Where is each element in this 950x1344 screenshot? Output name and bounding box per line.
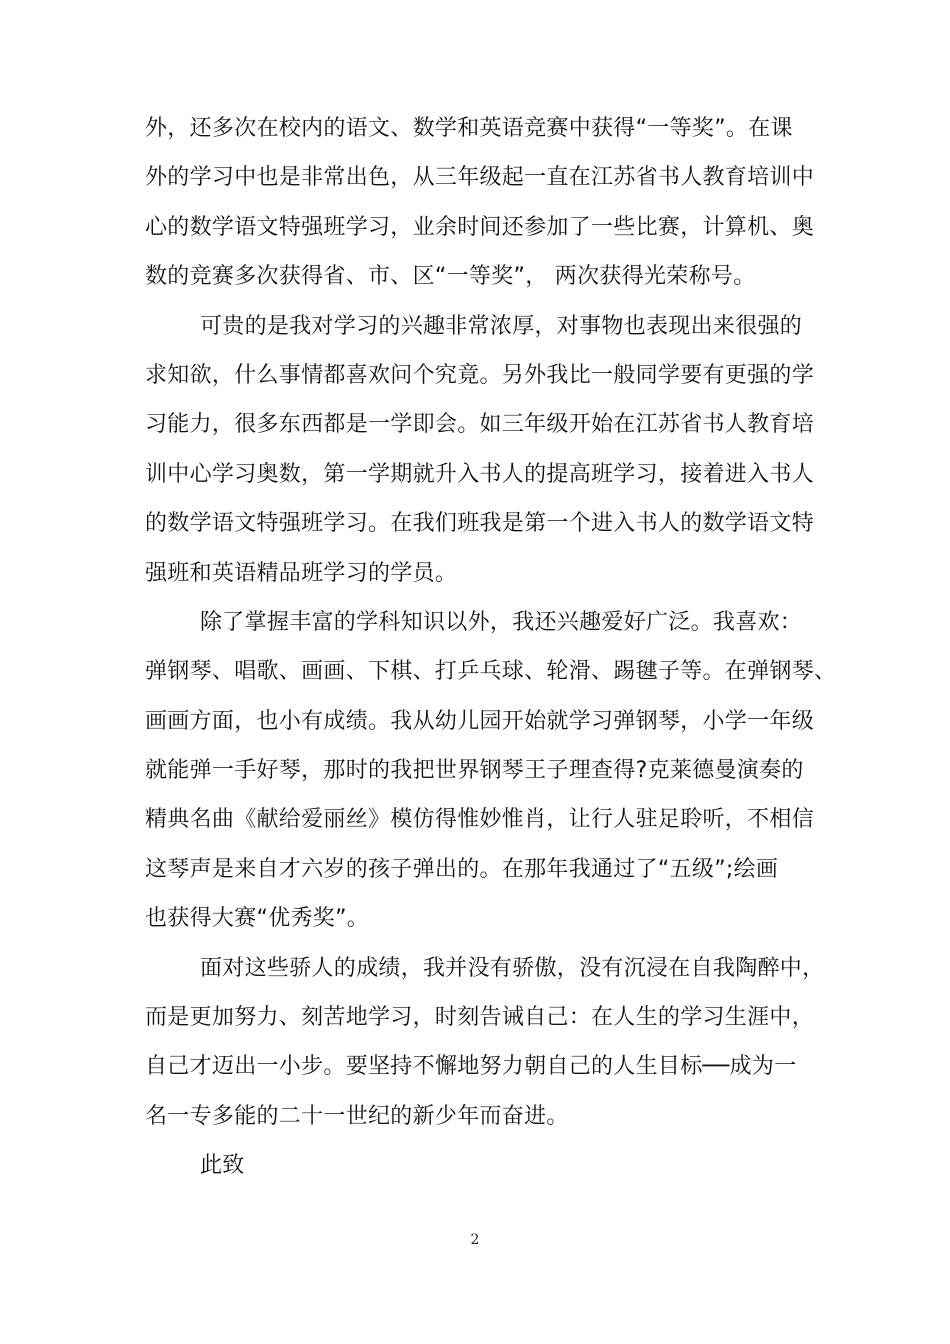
- text-line: 弹钢琴、唱歌、画画、下棋、打乒乓球、轮滑、踢毽子等。在弹钢琴、: [145, 659, 837, 685]
- text-line: 精典名曲《献给爱丽丝》模仿得惟妙惟肖，让行人驻足聆听，不相信: [145, 807, 815, 833]
- text-line: 外的学习中也是非常出色，从三年级起一直在江苏省书人教育培训中: [145, 165, 815, 191]
- page-number: 2: [470, 1232, 480, 1248]
- closing-salutation: 此致: [200, 1153, 245, 1179]
- text-line: 训中心学习奥数，第一学期就升入书人的提高班学习，接着进入书人: [145, 461, 815, 487]
- text-line: 的数学语文特强班学习。在我们班我是第一个进入书人的数学语文特: [145, 511, 815, 537]
- text-line: 习能力，很多东西都是一学即会。如三年级开始在江苏省书人教育培: [145, 412, 815, 438]
- paragraph-first-line: 除了掌握丰富的学科知识以外，我还兴趣爱好广泛。我喜欢：: [200, 609, 803, 635]
- text-line: 也获得大赛“优秀奖”。: [145, 906, 370, 932]
- text-line: 强班和英语精品班学习的学员。: [145, 560, 458, 586]
- text-line: 就能弹一手好琴，那时的我把世界钢琴王子理查得?克莱德曼演奏的: [145, 758, 804, 784]
- text-line: 而是更加努力、刻苦地学习，时刻告诫自己：在人生的学习生涯中，: [145, 1005, 815, 1031]
- paragraph-first-line: 可贵的是我对学习的兴趣非常浓厚，对事物也表现出来很强的: [200, 313, 803, 339]
- body-text: [145, 104, 837, 1191]
- text-line: 自己才迈出一小步。要坚持不懈地努力朝自己的人生目标──成为一: [145, 1054, 797, 1080]
- paragraph-first-line: 面对这些骄人的成绩，我并没有骄傲，没有沉浸在自我陶醉中，: [200, 955, 825, 981]
- text-line: 画画方面，也小有成绩。我从幼儿园开始就学习弹钢琴，小学一年级: [145, 708, 815, 734]
- text-line: 求知欲，什么事情都喜欢问个究竟。另外我比一般同学要有更强的学: [145, 362, 815, 388]
- text-line: 数的竞赛多次获得省、市、区“一等奖”， 两次获得光荣称号。: [145, 264, 756, 290]
- text-line: 心的数学语文特强班学习，业余时间还参加了一些比赛，计算机、奥: [145, 214, 815, 240]
- text-line: 名一专多能的二十一世纪的新少年而奋进。: [145, 1103, 569, 1129]
- text-line: 这琴声是来自才六岁的孩子弹出的。在那年我通过了“五级”;绘画: [145, 856, 779, 882]
- text-line: 外，还多次在校内的语文、数学和英语竞赛中获得“一等奖”。在课: [145, 116, 793, 141]
